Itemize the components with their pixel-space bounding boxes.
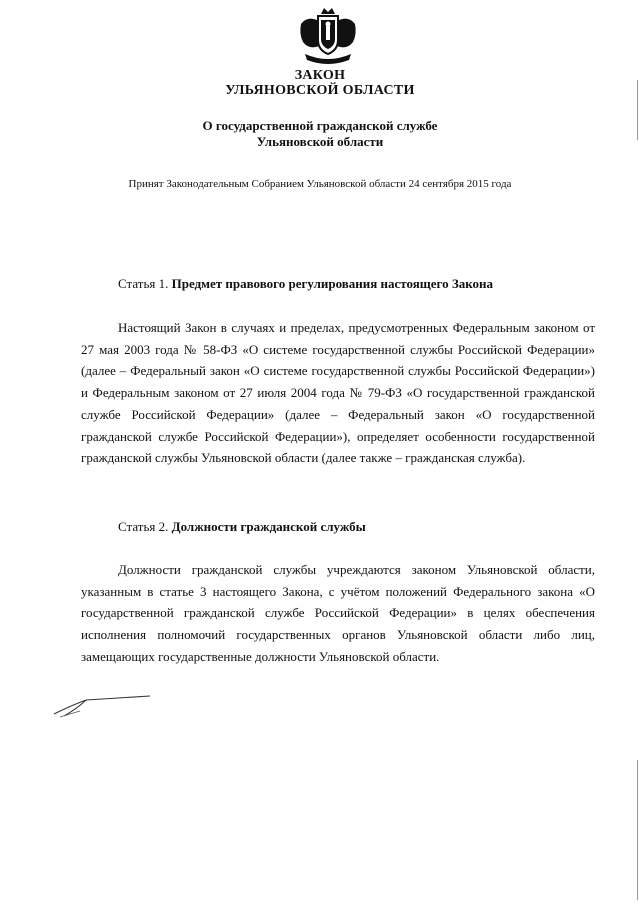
signature-icon: [50, 684, 160, 720]
coat-of-arms-icon: [297, 6, 359, 64]
law-word: ЗАКОН: [294, 68, 346, 83]
scan-edge-mark: [637, 80, 638, 140]
article-1-text: Настоящий Закон в случаях и пределах, предусмотренных Федеральным законом от 27 мая 2003 года № 58-ФЗ «О системе государственной службы Российской Федерации» (далее – Федеральный закон «О системе государственной службы Российской Федерации») и Федеральным законом от 27 июля 2004 года № 79-ФЗ «О государственной гражданской службе Российской Федерации» (далее – Федеральный закон «О государственной гражданской службе Российской Федерации»), определяет особенности государственной гражданской службы Ульяновской области (далее также – гражданская служба).: [81, 320, 595, 466]
law-subject: [0, 118, 640, 150]
article-1-heading: [118, 276, 493, 292]
law-subject-line-2: Ульяновской области: [256, 134, 384, 149]
article-2-heading: [118, 519, 366, 535]
article-1-number: Статья 1.: [118, 276, 169, 291]
article-2-text: Должности гражданской службы учреждаются законом Ульяновской области, указанным в статье 3 настоящего Закона, с учётом положений Федерального закона «О государственной гражданской службе Российской Федерации» в целях обеспечения исполнения полномочий государственных органов Ульяновской области либо лиц, замещающих государственные должности Ульяновской области.: [81, 562, 595, 664]
article-2-number: Статья 2.: [118, 519, 169, 534]
article-1-title: Предмет правового регулирования настоящего Закона: [171, 276, 494, 291]
adoption-note: Принят Законодательным Собранием Ульяновской области 24 сентября 2015 года: [128, 178, 512, 190]
scan-edge-mark: [637, 760, 638, 900]
law-title: [0, 68, 640, 98]
article-2-title: Должности гражданской службы: [171, 519, 366, 534]
law-region: УЛЬЯНОВСКОЙ ОБЛАСТИ: [225, 83, 415, 98]
law-subject-line-1: О государственной гражданской службе: [202, 118, 438, 133]
